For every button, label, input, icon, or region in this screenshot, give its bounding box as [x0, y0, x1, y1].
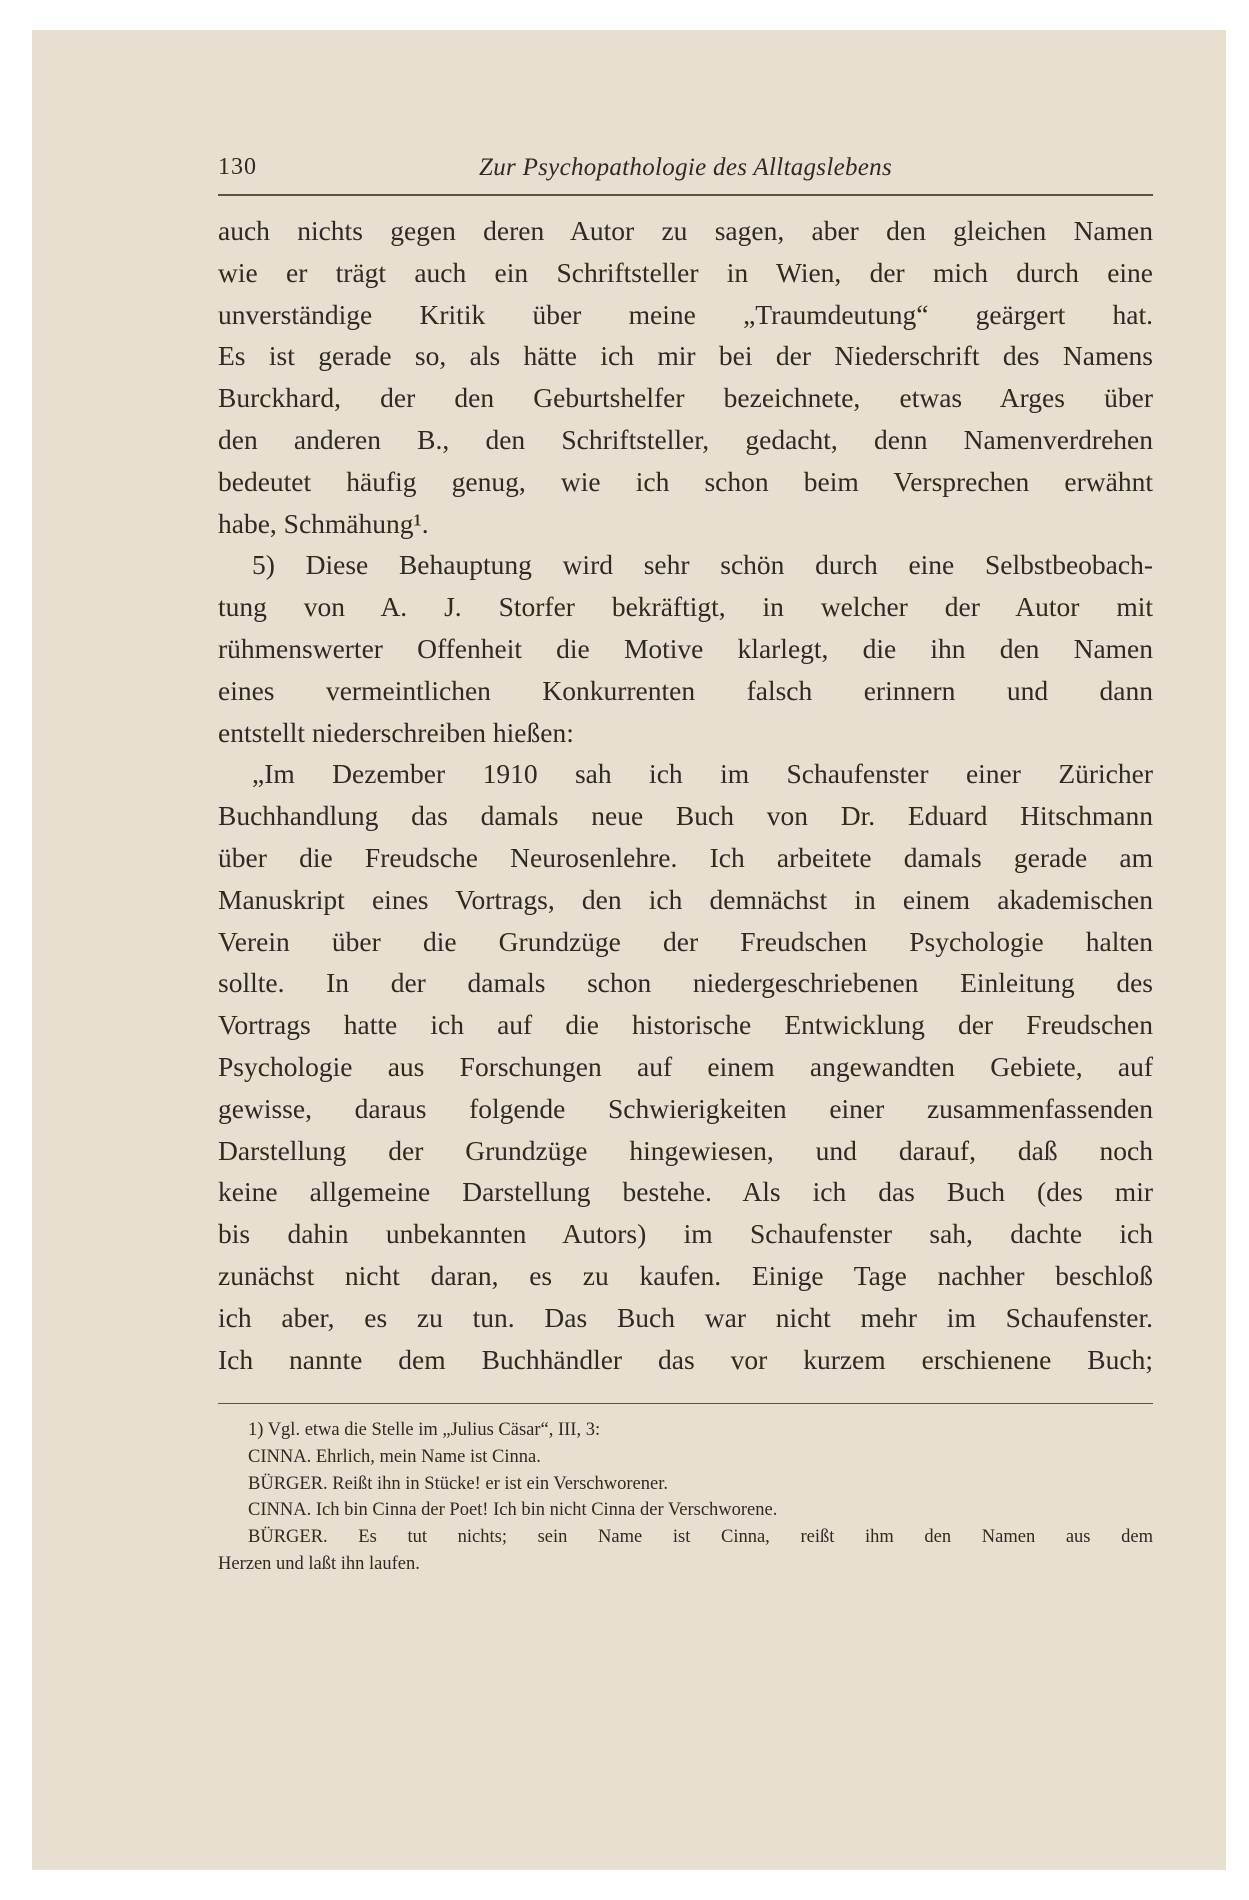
page-header [218, 154, 1153, 196]
text-line: auch nichts gegen deren Autor zu sagen, aber den gleichen Namen [218, 215, 1153, 246]
footnote-line: CINNA. Ich bin Cinna der Poet! Ich bin nicht Cinna der Verschworene. [248, 1500, 778, 1521]
text-line: gewisse, daraus folgende Schwierigkeiten einer zusammenfassenden [218, 1092, 1153, 1124]
text-line: zunächst nicht daran, es zu kaufen. Einige Tage nachher beschloß [218, 1259, 1153, 1291]
text-line: wie er trägt auch ein Schriftsteller in Wien, der mich durch eine [218, 256, 1153, 288]
page-number: 130 [218, 154, 257, 180]
text-line: eines vermeintlichen Konkurrenten falsch erinnern und dann [218, 674, 1153, 706]
text-line: sollte. In der damals schon niedergeschriebenen Einleitung des [218, 967, 1153, 999]
text-line: entstellt niederschreiben hießen: [218, 716, 574, 748]
footnote-line: BÜRGER. Reißt ihn in Stücke! er ist ein Verschworener. [248, 1473, 668, 1494]
footnote-line: 1) Vgl. etwa die Stelle im „Julius Cäsar“, III, 3: [248, 1420, 601, 1440]
text-line: unverständige Kritik über meine „Traumdeutung“ geärgert hat. [218, 298, 1153, 330]
text-line: „Im Dezember 1910 sah ich im Schaufenster einer Züricher [252, 758, 1153, 790]
text-line: tung von A. J. Storfer bekräftigt, in welcher der Autor mit [218, 591, 1153, 623]
text-line: Psychologie aus Forschungen auf einem angewandten Gebiete, auf [218, 1050, 1153, 1082]
text-line: keine allgemeine Darstellung bestehe. Als ich das Buch (des mir [218, 1176, 1153, 1208]
text-line: Burckhard, der den Geburtshelfer bezeichnete, etwas Arges über [218, 382, 1153, 414]
text-line: habe, Schmähung¹. [218, 507, 429, 539]
text-line: bedeutet häufig genug, wie ich schon beim Versprechen erwähnt [218, 465, 1153, 497]
body-text [218, 210, 1153, 1380]
text-line: rühmenswerter Offenheit die Motive klarlegt, die ihn den Namen [218, 632, 1153, 664]
text-line: Verein über die Grundzüge der Freudschen Psychologie halten [218, 925, 1153, 957]
text-line: Manuskript eines Vortrags, den ich demnächst in einem akademischen [218, 883, 1153, 915]
text-line: 5) Diese Behauptung wird sehr schön durch eine Selbstbeobach- [252, 549, 1153, 581]
footnote [218, 1417, 1153, 1578]
footnote-line: Herzen und laßt ihn laufen. [218, 1553, 420, 1574]
text-line: Vortrags hatte ich auf die historische Entwicklung der Freudschen [218, 1009, 1153, 1041]
text-line: ich aber, es zu tun. Das Buch war nicht mehr im Schaufenster. [218, 1301, 1153, 1333]
text-line: Ich nannte dem Buchhändler das vor kurzem erschienene Buch; [218, 1343, 1153, 1375]
text-line: Buchhandlung das damals neue Buch von Dr. Eduard Hitschmann [218, 800, 1153, 832]
footnote-divider [218, 1403, 1153, 1404]
text-line: über die Freudsche Neurosenlehre. Ich arbeitete damals gerade am [218, 841, 1153, 873]
text-line: bis dahin unbekannten Autors) im Schaufenster sah, dachte ich [218, 1218, 1153, 1250]
text-line: Darstellung der Grundzüge hingewiesen, und darauf, daß noch [218, 1134, 1153, 1166]
footnote-line: CINNA. Ehrlich, mein Name ist Cinna. [248, 1446, 541, 1467]
text-line: Es ist gerade so, als hätte ich mir bei der Niederschrift des Namens [218, 340, 1153, 372]
text-line: den anderen B., den Schriftsteller, gedacht, denn Namenverdrehen [218, 423, 1153, 455]
footnote-line: BÜRGER. Es tut nichts; sein Name ist Cinna, reißt ihm den Namen aus dem [248, 1527, 1153, 1548]
running-title: Zur Psychopathologie des Alltagslebens [479, 154, 892, 181]
